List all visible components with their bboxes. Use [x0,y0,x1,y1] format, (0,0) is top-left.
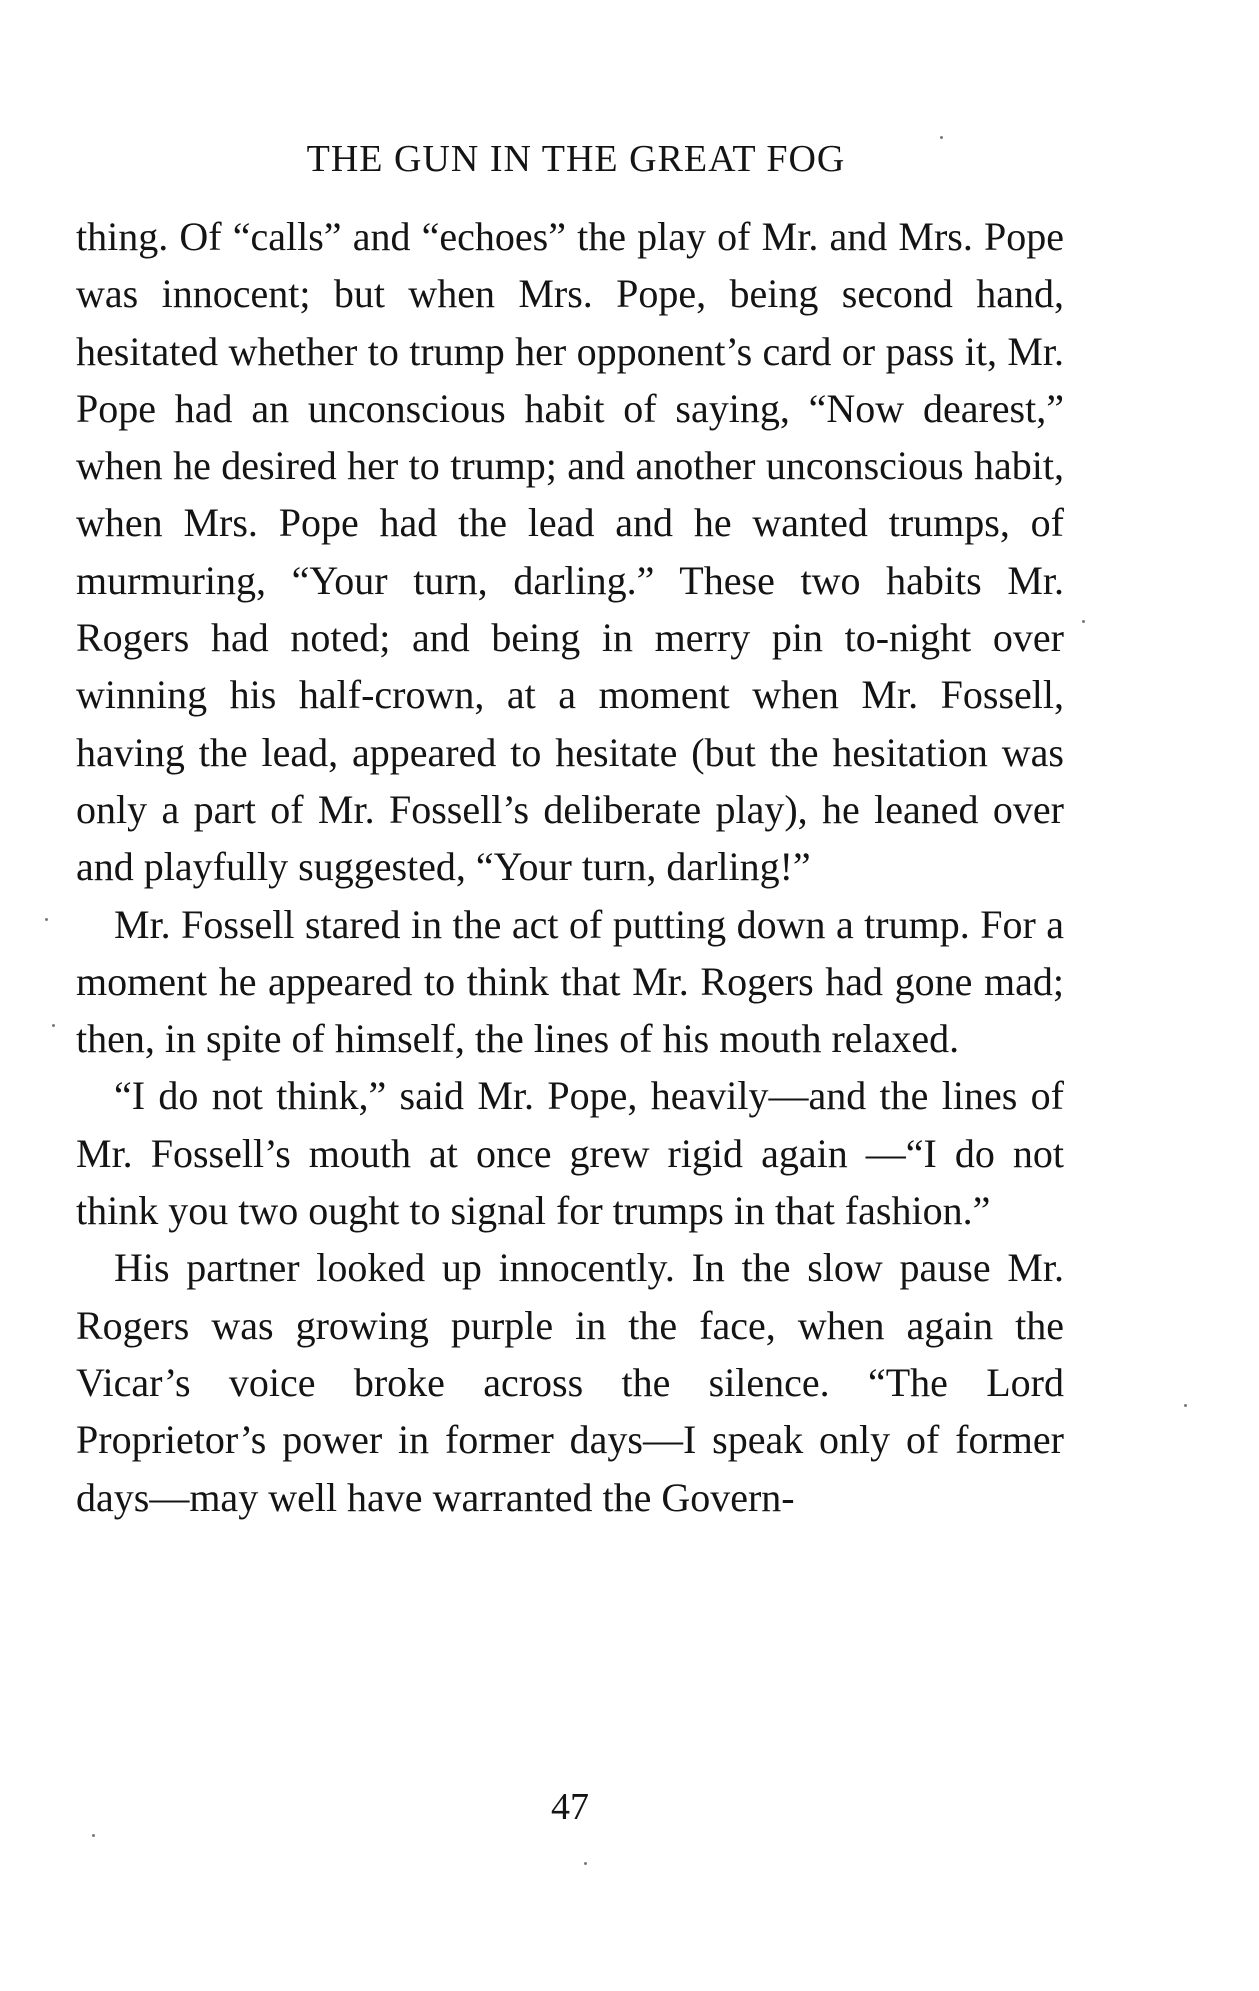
page-number: 47 [551,1786,589,1828]
paper-speck [940,136,943,139]
paper-speck [1082,620,1085,623]
paper-speck [52,1024,55,1027]
paper-speck [584,1862,587,1865]
paper-speck [92,1834,95,1837]
paragraph-1: thing. Of “calls” and “echoes” the play of Mr. and Mrs. Pope was innocent; but when Mrs. Pope, being second hand, hesitated whether to trump her opponent’s card or pass it, Mr. Pope had an unconscious habit of saying, “Now dearest,” when he desired her to trump; and another unconscious habit, when Mrs. Pope had the lead and he wanted trumps, of murmuring, “Your turn, darling.” These two habits Mr. Rogers had noted; and being in merry pin to-night over winning his half-crown, at a moment when Mr. Fossell, having the lead, appeared to hesitate (but the hesitation was only a part of Mr. Fossell’s deliberate play), he leaned over and playfully suggested, “Your turn, darling!” [76,214,1064,890]
paper-speck [45,918,48,921]
body-text [76,208,1064,1526]
running-head: THE GUN IN THE GREAT FOG [306,138,846,180]
paragraph-2: Mr. Fossell stared in the act of putting down a trump. For a moment he appeared to think that Mr. Rogers had gone mad; then, in spite of himself, the lines of his mouth relaxed. [76,901,1064,1062]
paragraph-4: His partner looked up innocently. In the slow pause Mr. Rogers was growing purple in the face, when again the Vicar’s voice broke across the silence. “The Lord Proprietor’s power in former days—I speak only of former days—may well have warranted the Govern- [76,1245,1064,1520]
paper-speck [1184,1404,1187,1407]
paragraph-3: “I do not think,” said Mr. Pope, heavily—and the lines of Mr. Fossell’s mouth at once grew rigid again —“I do not think you two ought to signal for trumps in that fashion.” [76,1073,1064,1234]
